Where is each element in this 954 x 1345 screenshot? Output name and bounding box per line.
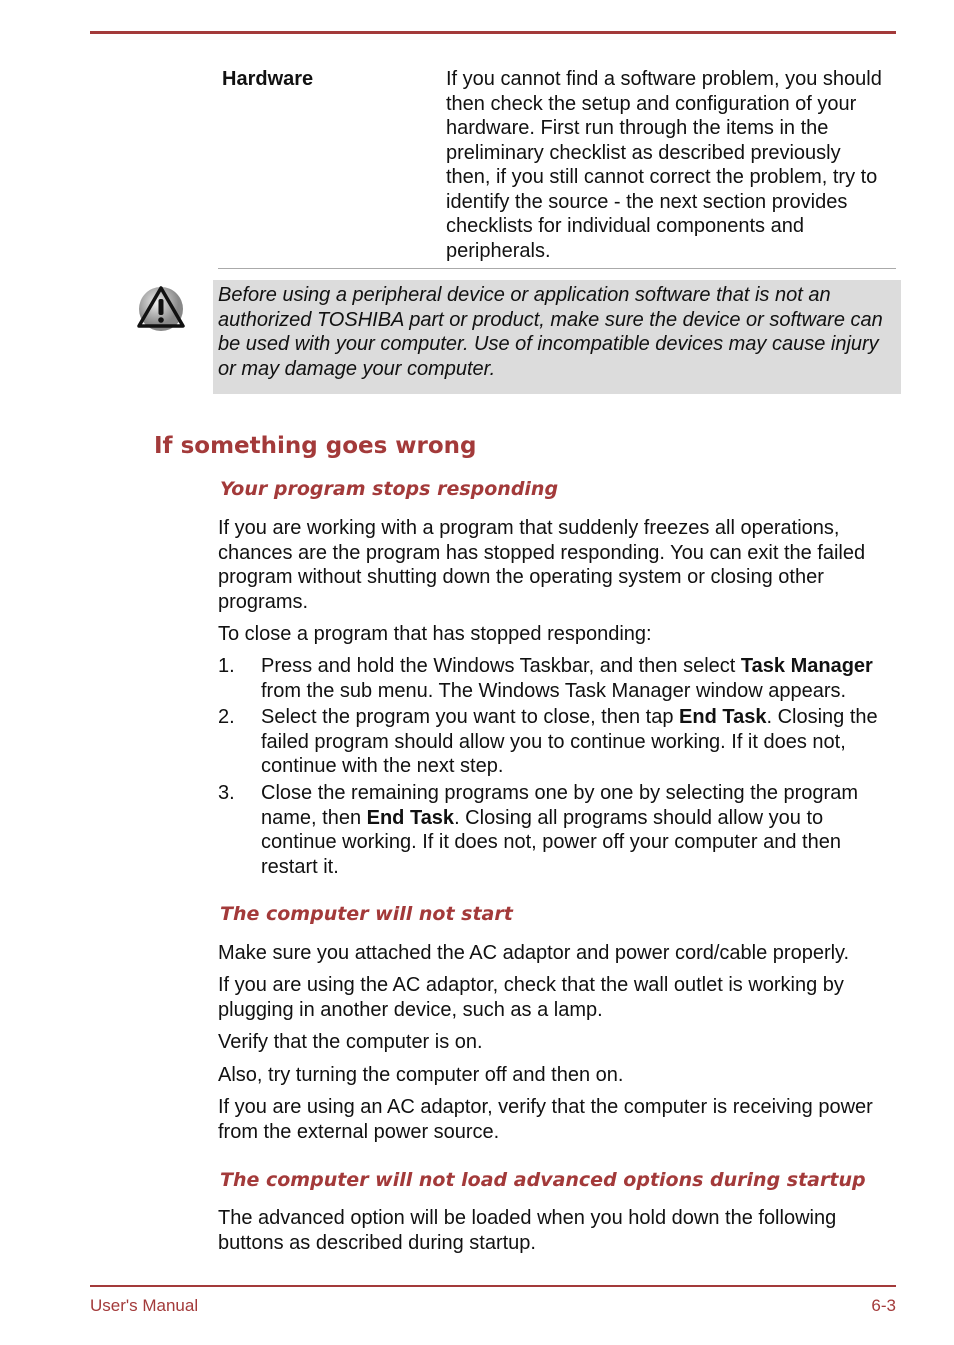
header-rule bbox=[90, 31, 896, 34]
list-number: 3. bbox=[218, 782, 235, 804]
step-text: Select the program you want to close, then tap bbox=[261, 706, 680, 728]
warning-icon bbox=[137, 284, 185, 332]
paragraph: Also, try turning the computer off and then on. bbox=[218, 1064, 624, 1086]
footer-rule bbox=[90, 1285, 896, 1287]
list-number: 1. bbox=[218, 655, 235, 677]
table-description: If you cannot find a software problem, you should then check the setup and configuration of your hardware. First run through the items in the preliminary checklist as described previously then, if you still cannot correct the problem, try to identify the source - the next section provides checklists for individual components and peripherals. bbox=[446, 68, 882, 262]
warning-note bbox=[213, 280, 901, 394]
step-text: Press and hold the Windows Taskbar, and then select bbox=[261, 655, 741, 677]
paragraph: If you are using the AC adaptor, check that the wall outlet is working by plugging in another device, such as a lamp. bbox=[218, 974, 844, 1021]
subsection-title: The computer will not start bbox=[220, 903, 513, 925]
paragraph: If you are working with a program that suddenly freezes all operations, chances are the program has stopped responding. You can exit the failed program without shutting down the operating system or closing other programs. bbox=[218, 517, 866, 613]
page-number: 6-3 bbox=[871, 1296, 896, 1315]
step-bold: End Task bbox=[679, 706, 767, 728]
step-text: . Closing the failed program should allow you to continue working. If it does not, continue with the next step. bbox=[261, 706, 878, 777]
list-number: 2. bbox=[218, 706, 235, 728]
subsection-title: The computer will not load advanced options during startup bbox=[220, 1169, 866, 1191]
paragraph: Make sure you attached the AC adaptor and power cord/cable properly. bbox=[218, 942, 850, 964]
step-text: from the sub menu. The Windows Task Manager window appears. bbox=[261, 679, 847, 702]
paragraph: Verify that the computer is on. bbox=[218, 1031, 483, 1053]
table-label: Hardware bbox=[222, 68, 314, 90]
table-divider bbox=[218, 268, 896, 269]
step-text: Close the remaining programs one by one by selecting the program name, then bbox=[261, 782, 858, 829]
step-text: . Closing all programs should allow you to continue working. If it does not, power off your computer and then restart it. bbox=[261, 806, 841, 878]
paragraph: If you are using an AC adaptor, verify that the computer is receiving power from the external power source. bbox=[218, 1096, 873, 1143]
paragraph: The advanced option will be loaded when you hold down the following buttons as described during startup. bbox=[218, 1207, 837, 1254]
warning-text: Before using a peripheral device or application software that is not an authorized TOSHIBA part or product, make sure the device or software can be used with your computer. Use of incompatible devices may cause injury or may damage your computer. bbox=[218, 284, 883, 380]
section-title: If something goes wrong bbox=[154, 433, 477, 459]
footer-title: User's Manual bbox=[90, 1296, 199, 1315]
paragraph: To close a program that has stopped responding: bbox=[218, 623, 652, 645]
step-bold: Task Manager bbox=[740, 655, 873, 677]
subsection-title: Your program stops responding bbox=[220, 478, 559, 500]
step-bold: End Task bbox=[366, 806, 455, 829]
